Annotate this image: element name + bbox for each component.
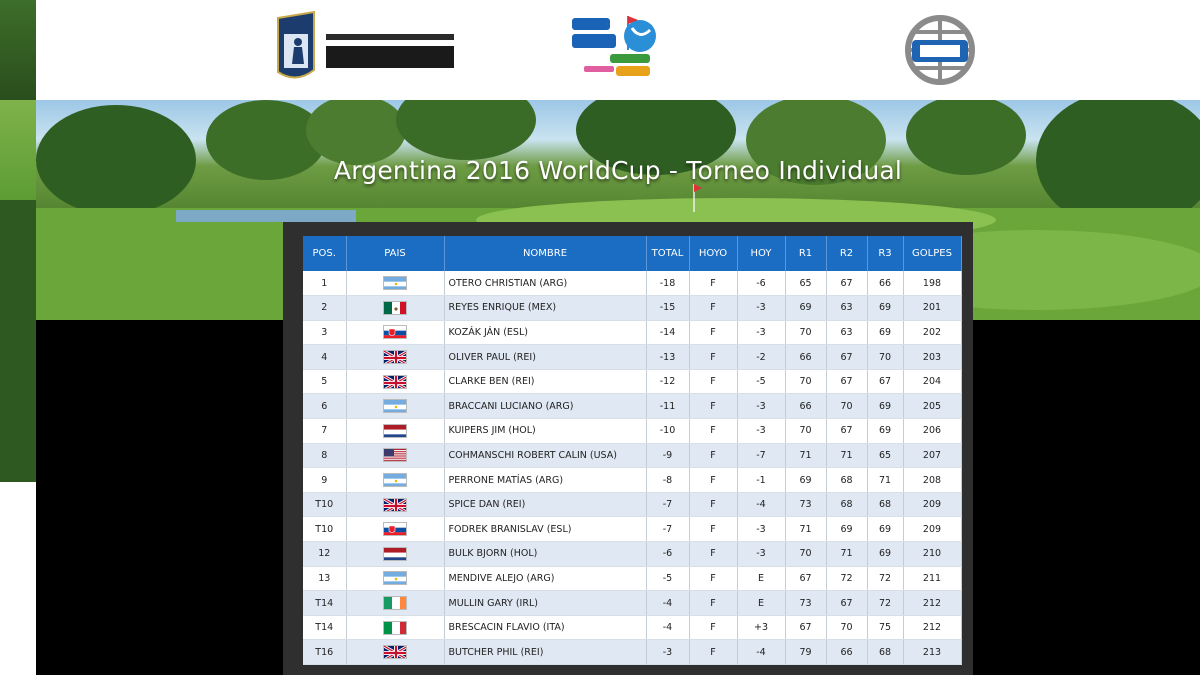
hole-cell: F bbox=[689, 591, 737, 616]
flag-mex-icon bbox=[383, 301, 407, 315]
flag-rei-icon bbox=[383, 350, 407, 364]
flag-cell bbox=[346, 591, 444, 616]
total-cell: -14 bbox=[646, 320, 689, 345]
round3-cell: 69 bbox=[867, 517, 903, 542]
flag-rei-icon bbox=[383, 375, 407, 389]
flag-arg-icon bbox=[383, 276, 407, 290]
round2-cell: 67 bbox=[826, 345, 867, 370]
position-cell: 13 bbox=[303, 566, 346, 591]
flag-hol-icon bbox=[383, 424, 407, 438]
today-cell: -1 bbox=[737, 468, 785, 493]
round3-cell: 69 bbox=[867, 320, 903, 345]
player-name-cell: FODREK BRANISLAV (ESL) bbox=[444, 517, 646, 542]
player-name-cell: OLIVER PAUL (REI) bbox=[444, 345, 646, 370]
round1-cell: 73 bbox=[785, 591, 826, 616]
position-cell: 2 bbox=[303, 296, 346, 321]
column-header-pos[interactable]: POS. bbox=[303, 236, 346, 271]
table-row[interactable] bbox=[303, 640, 961, 665]
player-name-cell: PERRONE MATÍAS (ARG) bbox=[444, 468, 646, 493]
position-cell: 9 bbox=[303, 468, 346, 493]
total-cell: -18 bbox=[646, 271, 689, 296]
player-name-cell: SPICE DAN (REI) bbox=[444, 492, 646, 517]
table-row[interactable] bbox=[303, 566, 961, 591]
fifg-logo[interactable] bbox=[898, 10, 982, 90]
strokes-cell: 205 bbox=[903, 394, 961, 419]
column-header-pais[interactable]: PAIS bbox=[346, 236, 444, 271]
position-cell: 1 bbox=[303, 271, 346, 296]
round1-cell: 67 bbox=[785, 566, 826, 591]
round2-cell: 67 bbox=[826, 419, 867, 444]
column-header-nombre[interactable]: NOMBRE bbox=[444, 236, 646, 271]
aafg-logo[interactable] bbox=[274, 10, 459, 90]
player-name-cell: BULK BJORN (HOL) bbox=[444, 542, 646, 567]
hole-cell: F bbox=[689, 468, 737, 493]
flag-esl-icon bbox=[383, 522, 407, 536]
round1-cell: 79 bbox=[785, 640, 826, 665]
total-cell: -4 bbox=[646, 615, 689, 640]
total-cell: -7 bbox=[646, 517, 689, 542]
leaderboard-panel bbox=[283, 222, 973, 675]
table-row[interactable] bbox=[303, 517, 961, 542]
flag-rei-icon bbox=[383, 645, 407, 659]
round2-cell: 66 bbox=[826, 640, 867, 665]
round3-cell: 72 bbox=[867, 591, 903, 616]
round2-cell: 68 bbox=[826, 468, 867, 493]
today-cell: -3 bbox=[737, 419, 785, 444]
today-cell: -4 bbox=[737, 492, 785, 517]
round3-cell: 69 bbox=[867, 419, 903, 444]
table-row[interactable] bbox=[303, 394, 961, 419]
column-header-hoy[interactable]: HOY bbox=[737, 236, 785, 271]
table-row[interactable] bbox=[303, 542, 961, 567]
today-cell: -5 bbox=[737, 369, 785, 394]
round1-cell: 70 bbox=[785, 369, 826, 394]
strokes-cell: 212 bbox=[903, 591, 961, 616]
table-row[interactable] bbox=[303, 345, 961, 370]
today-cell: -3 bbox=[737, 320, 785, 345]
round2-cell: 71 bbox=[826, 542, 867, 567]
position-cell: T10 bbox=[303, 517, 346, 542]
player-name-cell: OTERO CHRISTIAN (ARG) bbox=[444, 271, 646, 296]
flag-cell bbox=[346, 640, 444, 665]
flag-cell bbox=[346, 566, 444, 591]
total-cell: -15 bbox=[646, 296, 689, 321]
total-cell: -4 bbox=[646, 591, 689, 616]
flag-cell bbox=[346, 615, 444, 640]
round2-cell: 67 bbox=[826, 271, 867, 296]
round2-cell: 70 bbox=[826, 615, 867, 640]
flag-irl-icon bbox=[383, 596, 407, 610]
flag-arg-icon bbox=[383, 399, 407, 413]
table-row[interactable] bbox=[303, 492, 961, 517]
position-cell: 6 bbox=[303, 394, 346, 419]
today-cell: -7 bbox=[737, 443, 785, 468]
hole-cell: F bbox=[689, 394, 737, 419]
round3-cell: 66 bbox=[867, 271, 903, 296]
round3-cell: 69 bbox=[867, 394, 903, 419]
flag-usa-icon bbox=[383, 448, 407, 462]
hole-cell: F bbox=[689, 542, 737, 567]
round2-cell: 72 bbox=[826, 566, 867, 591]
hole-cell: F bbox=[689, 345, 737, 370]
today-cell: +3 bbox=[737, 615, 785, 640]
strokes-cell: 204 bbox=[903, 369, 961, 394]
today-cell: -6 bbox=[737, 271, 785, 296]
strokes-cell: 209 bbox=[903, 492, 961, 517]
hole-cell: F bbox=[689, 615, 737, 640]
round3-cell: 69 bbox=[867, 542, 903, 567]
table-row[interactable] bbox=[303, 591, 961, 616]
flag-rei-icon bbox=[383, 498, 407, 512]
total-cell: -5 bbox=[646, 566, 689, 591]
player-name-cell: COHMANSCHI ROBERT CALIN (USA) bbox=[444, 443, 646, 468]
position-cell: T16 bbox=[303, 640, 346, 665]
today-cell: -2 bbox=[737, 345, 785, 370]
hole-cell: F bbox=[689, 640, 737, 665]
player-name-cell: KOZÁK JÁN (ESL) bbox=[444, 320, 646, 345]
total-cell: -9 bbox=[646, 443, 689, 468]
strokes-cell: 207 bbox=[903, 443, 961, 468]
hole-cell: F bbox=[689, 296, 737, 321]
hole-cell: F bbox=[689, 419, 737, 444]
strokes-cell: 209 bbox=[903, 517, 961, 542]
today-cell: -3 bbox=[737, 296, 785, 321]
strokes-cell: 198 bbox=[903, 271, 961, 296]
hole-cell: F bbox=[689, 492, 737, 517]
flag-arg-icon bbox=[383, 473, 407, 487]
player-name-cell: REYES ENRIQUE (MEX) bbox=[444, 296, 646, 321]
flag-cell bbox=[346, 369, 444, 394]
flag-cell bbox=[346, 345, 444, 370]
left-white-strip bbox=[0, 482, 36, 675]
round2-cell: 67 bbox=[826, 369, 867, 394]
position-cell: T10 bbox=[303, 492, 346, 517]
column-header-r1[interactable]: R1 bbox=[785, 236, 826, 271]
total-cell: -13 bbox=[646, 345, 689, 370]
flag-ita-icon bbox=[383, 621, 407, 635]
total-cell: -11 bbox=[646, 394, 689, 419]
flag-esl-icon bbox=[383, 325, 407, 339]
round2-cell: 70 bbox=[826, 394, 867, 419]
table-row[interactable] bbox=[303, 296, 961, 321]
table-row[interactable] bbox=[303, 468, 961, 493]
player-name-cell: BRACCANI LUCIANO (ARG) bbox=[444, 394, 646, 419]
total-cell: -8 bbox=[646, 468, 689, 493]
total-cell: -3 bbox=[646, 640, 689, 665]
round1-cell: 66 bbox=[785, 345, 826, 370]
round2-cell: 71 bbox=[826, 443, 867, 468]
round2-cell: 67 bbox=[826, 591, 867, 616]
total-cell: -6 bbox=[646, 542, 689, 567]
flag-cell bbox=[346, 320, 444, 345]
flag-cell bbox=[346, 468, 444, 493]
hole-cell: F bbox=[689, 517, 737, 542]
position-cell: 7 bbox=[303, 419, 346, 444]
round1-cell: 71 bbox=[785, 517, 826, 542]
round1-cell: 69 bbox=[785, 468, 826, 493]
hole-cell: F bbox=[689, 443, 737, 468]
total-cell: -10 bbox=[646, 419, 689, 444]
flag-cell bbox=[346, 419, 444, 444]
position-cell: 5 bbox=[303, 369, 346, 394]
strokes-cell: 213 bbox=[903, 640, 961, 665]
player-name-cell: MULLIN GARY (IRL) bbox=[444, 591, 646, 616]
hole-cell: F bbox=[689, 320, 737, 345]
round1-cell: 71 bbox=[785, 443, 826, 468]
strokes-cell: 212 bbox=[903, 615, 961, 640]
round1-cell: 65 bbox=[785, 271, 826, 296]
flag-cell bbox=[346, 271, 444, 296]
strokes-cell: 202 bbox=[903, 320, 961, 345]
strokes-cell: 211 bbox=[903, 566, 961, 591]
column-header-hoyo[interactable]: HOYO bbox=[689, 236, 737, 271]
column-header-r2[interactable]: R2 bbox=[826, 236, 867, 271]
position-cell: 8 bbox=[303, 443, 346, 468]
position-cell: 3 bbox=[303, 320, 346, 345]
flag-cell bbox=[346, 492, 444, 517]
leaderboard-table bbox=[303, 236, 962, 665]
table-row[interactable] bbox=[303, 271, 961, 296]
round1-cell: 67 bbox=[785, 615, 826, 640]
today-cell: -3 bbox=[737, 517, 785, 542]
total-cell: -7 bbox=[646, 492, 689, 517]
table-row[interactable] bbox=[303, 369, 961, 394]
today-cell: -4 bbox=[737, 640, 785, 665]
player-name-cell: KUIPERS JIM (HOL) bbox=[444, 419, 646, 444]
round1-cell: 73 bbox=[785, 492, 826, 517]
flag-cell bbox=[346, 517, 444, 542]
position-cell: T14 bbox=[303, 615, 346, 640]
column-header-r3[interactable]: R3 bbox=[867, 236, 903, 271]
player-name-cell: CLARKE BEN (REI) bbox=[444, 369, 646, 394]
round3-cell: 67 bbox=[867, 369, 903, 394]
total-cell: -12 bbox=[646, 369, 689, 394]
flag-cell bbox=[346, 542, 444, 567]
today-cell: E bbox=[737, 566, 785, 591]
position-cell: 4 bbox=[303, 345, 346, 370]
round2-cell: 63 bbox=[826, 296, 867, 321]
hole-cell: F bbox=[689, 566, 737, 591]
flag-cell bbox=[346, 394, 444, 419]
round3-cell: 70 bbox=[867, 345, 903, 370]
round1-cell: 70 bbox=[785, 542, 826, 567]
flag-arg-icon bbox=[383, 571, 407, 585]
strokes-cell: 208 bbox=[903, 468, 961, 493]
table-row[interactable] bbox=[303, 615, 961, 640]
strokes-cell: 203 bbox=[903, 345, 961, 370]
page-title: Argentina 2016 WorldCup - Torneo Individual bbox=[333, 156, 903, 185]
round3-cell: 68 bbox=[867, 640, 903, 665]
position-cell: T14 bbox=[303, 591, 346, 616]
position-cell: 12 bbox=[303, 542, 346, 567]
table-header-row bbox=[303, 236, 961, 271]
round1-cell: 70 bbox=[785, 419, 826, 444]
round3-cell: 71 bbox=[867, 468, 903, 493]
round3-cell: 75 bbox=[867, 615, 903, 640]
hole-cell: F bbox=[689, 271, 737, 296]
player-name-cell: BUTCHER PHIL (REI) bbox=[444, 640, 646, 665]
column-header-total[interactable]: TOTAL bbox=[646, 236, 689, 271]
player-name-cell: MENDIVE ALEJO (ARG) bbox=[444, 566, 646, 591]
flag-hol-icon bbox=[383, 547, 407, 561]
table-body bbox=[303, 271, 961, 665]
column-header-golpes[interactable]: GOLPES bbox=[903, 236, 961, 271]
round3-cell: 72 bbox=[867, 566, 903, 591]
today-cell: E bbox=[737, 591, 785, 616]
footgolf-worldcup-logo[interactable] bbox=[566, 10, 666, 90]
round2-cell: 68 bbox=[826, 492, 867, 517]
flag-cell bbox=[346, 296, 444, 321]
table-row[interactable] bbox=[303, 320, 961, 345]
strokes-cell: 210 bbox=[903, 542, 961, 567]
round3-cell: 69 bbox=[867, 296, 903, 321]
table-row[interactable] bbox=[303, 443, 961, 468]
round1-cell: 70 bbox=[785, 320, 826, 345]
header bbox=[36, 0, 1200, 100]
table-row[interactable] bbox=[303, 419, 961, 444]
hole-cell: F bbox=[689, 369, 737, 394]
round3-cell: 65 bbox=[867, 443, 903, 468]
round1-cell: 69 bbox=[785, 296, 826, 321]
round2-cell: 63 bbox=[826, 320, 867, 345]
left-background-strip bbox=[0, 0, 36, 482]
strokes-cell: 206 bbox=[903, 419, 961, 444]
strokes-cell: 201 bbox=[903, 296, 961, 321]
today-cell: -3 bbox=[737, 394, 785, 419]
flag-cell bbox=[346, 443, 444, 468]
round2-cell: 69 bbox=[826, 517, 867, 542]
player-name-cell: BRESCACIN FLAVIO (ITA) bbox=[444, 615, 646, 640]
round3-cell: 68 bbox=[867, 492, 903, 517]
today-cell: -3 bbox=[737, 542, 785, 567]
round1-cell: 66 bbox=[785, 394, 826, 419]
